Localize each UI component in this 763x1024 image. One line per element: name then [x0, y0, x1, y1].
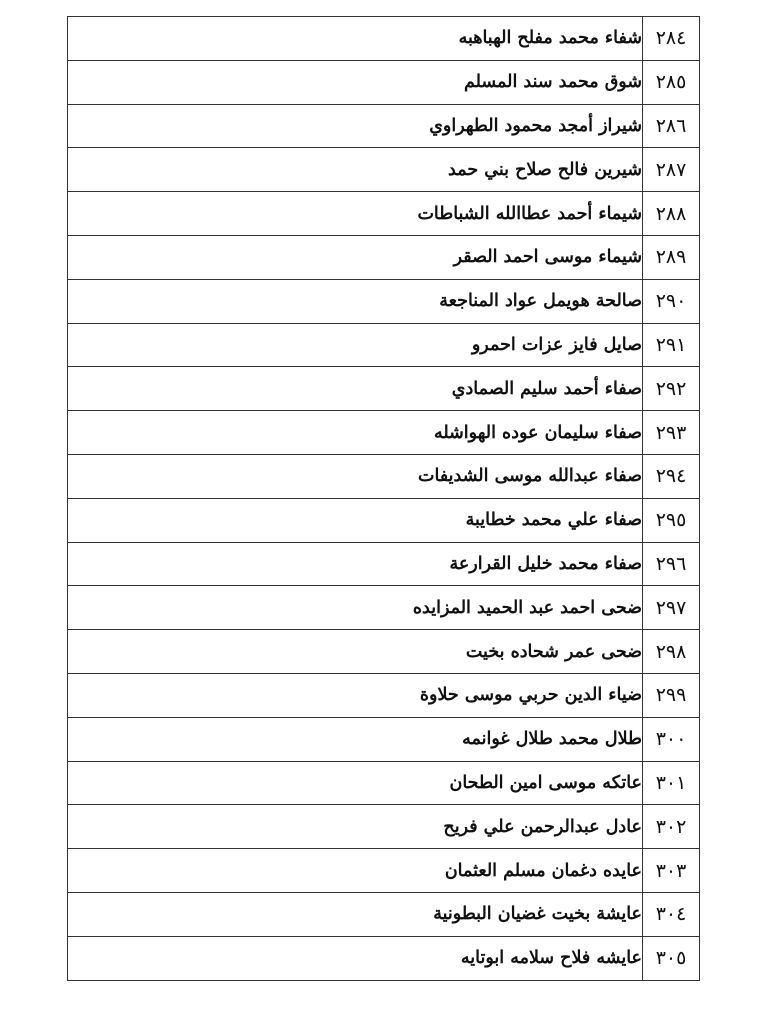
- person-name: صالحة هويمل عواد المناجعة: [68, 279, 643, 323]
- table-row: [68, 542, 700, 586]
- table-row: [68, 104, 700, 148]
- person-name: صفاء علي محمد خطايبة: [68, 498, 643, 542]
- row-number: ٢٩٧: [643, 586, 700, 630]
- table-row: [68, 323, 700, 367]
- person-name: شيماء أحمد عطاالله الشباطات: [68, 192, 643, 236]
- person-name: صفاء أحمد سليم الصمادي: [68, 367, 643, 411]
- table-row: [68, 673, 700, 717]
- person-name: ضحى عمر شحاده بخيت: [68, 630, 643, 674]
- table-row: [68, 586, 700, 630]
- row-number: ٢٨٥: [643, 60, 700, 104]
- row-number: ٣٠٢: [643, 805, 700, 849]
- person-name: شفاء محمد مفلح الهباهبه: [68, 17, 643, 61]
- person-name: ضحى احمد عبد الحميد المزايده: [68, 586, 643, 630]
- row-number: ٢٨٧: [643, 148, 700, 192]
- table-row: [68, 279, 700, 323]
- row-number: ٢٨٦: [643, 104, 700, 148]
- names-table: [67, 16, 700, 981]
- row-number: ٢٩٣: [643, 411, 700, 455]
- person-name: عاتكه موسى امين الطحان: [68, 761, 643, 805]
- row-number: ٢٩٢: [643, 367, 700, 411]
- person-name: ضياء الدين حربي موسى حلاوة: [68, 673, 643, 717]
- table-row: [68, 192, 700, 236]
- row-number: ٢٩٦: [643, 542, 700, 586]
- person-name: صايل فايز عزات احمرو: [68, 323, 643, 367]
- table-row: [68, 454, 700, 498]
- person-name: طلال محمد طلال غوانمه: [68, 717, 643, 761]
- row-number: ٢٩٨: [643, 630, 700, 674]
- person-name: عايشة بخيت غضيان البطونية: [68, 892, 643, 936]
- table-row: [68, 892, 700, 936]
- table-row: [68, 717, 700, 761]
- table-row: [68, 17, 700, 61]
- row-number: ٢٨٤: [643, 17, 700, 61]
- row-number: ٢٩٤: [643, 454, 700, 498]
- row-number: ٢٩٠: [643, 279, 700, 323]
- person-name: صفاء عبدالله موسى الشديفات: [68, 454, 643, 498]
- person-name: شيراز أمجد محمود الطهراوي: [68, 104, 643, 148]
- person-name: شيرين فالح صلاح بني حمد: [68, 148, 643, 192]
- row-number: ٣٠٣: [643, 849, 700, 893]
- row-number: ٣٠١: [643, 761, 700, 805]
- row-number: ٢٩١: [643, 323, 700, 367]
- row-number: ٢٩٥: [643, 498, 700, 542]
- table-row: [68, 60, 700, 104]
- person-name: شيماء موسى احمد الصقر: [68, 235, 643, 279]
- row-number: ٢٩٩: [643, 673, 700, 717]
- table-row: [68, 235, 700, 279]
- table-row: [68, 849, 700, 893]
- table-row: [68, 761, 700, 805]
- row-number: ٣٠٥: [643, 936, 700, 980]
- table-row: [68, 630, 700, 674]
- names-table-body: [68, 17, 700, 981]
- person-name: صفاء محمد خليل القرارعة: [68, 542, 643, 586]
- table-row: [68, 411, 700, 455]
- row-number: ٢٨٨: [643, 192, 700, 236]
- table-row: [68, 148, 700, 192]
- person-name: عايده دغمان مسلم العثمان: [68, 849, 643, 893]
- row-number: ٣٠٠: [643, 717, 700, 761]
- person-name: شوق محمد سند المسلم: [68, 60, 643, 104]
- person-name: عادل عبدالرحمن علي فريح: [68, 805, 643, 849]
- row-number: ٢٨٩: [643, 235, 700, 279]
- table-row: [68, 498, 700, 542]
- table-row: [68, 805, 700, 849]
- person-name: عايشه فلاح سلامه ابوتايه: [68, 936, 643, 980]
- table-row: [68, 936, 700, 980]
- person-name: صفاء سليمان عوده الهواشله: [68, 411, 643, 455]
- row-number: ٣٠٤: [643, 892, 700, 936]
- table-row: [68, 367, 700, 411]
